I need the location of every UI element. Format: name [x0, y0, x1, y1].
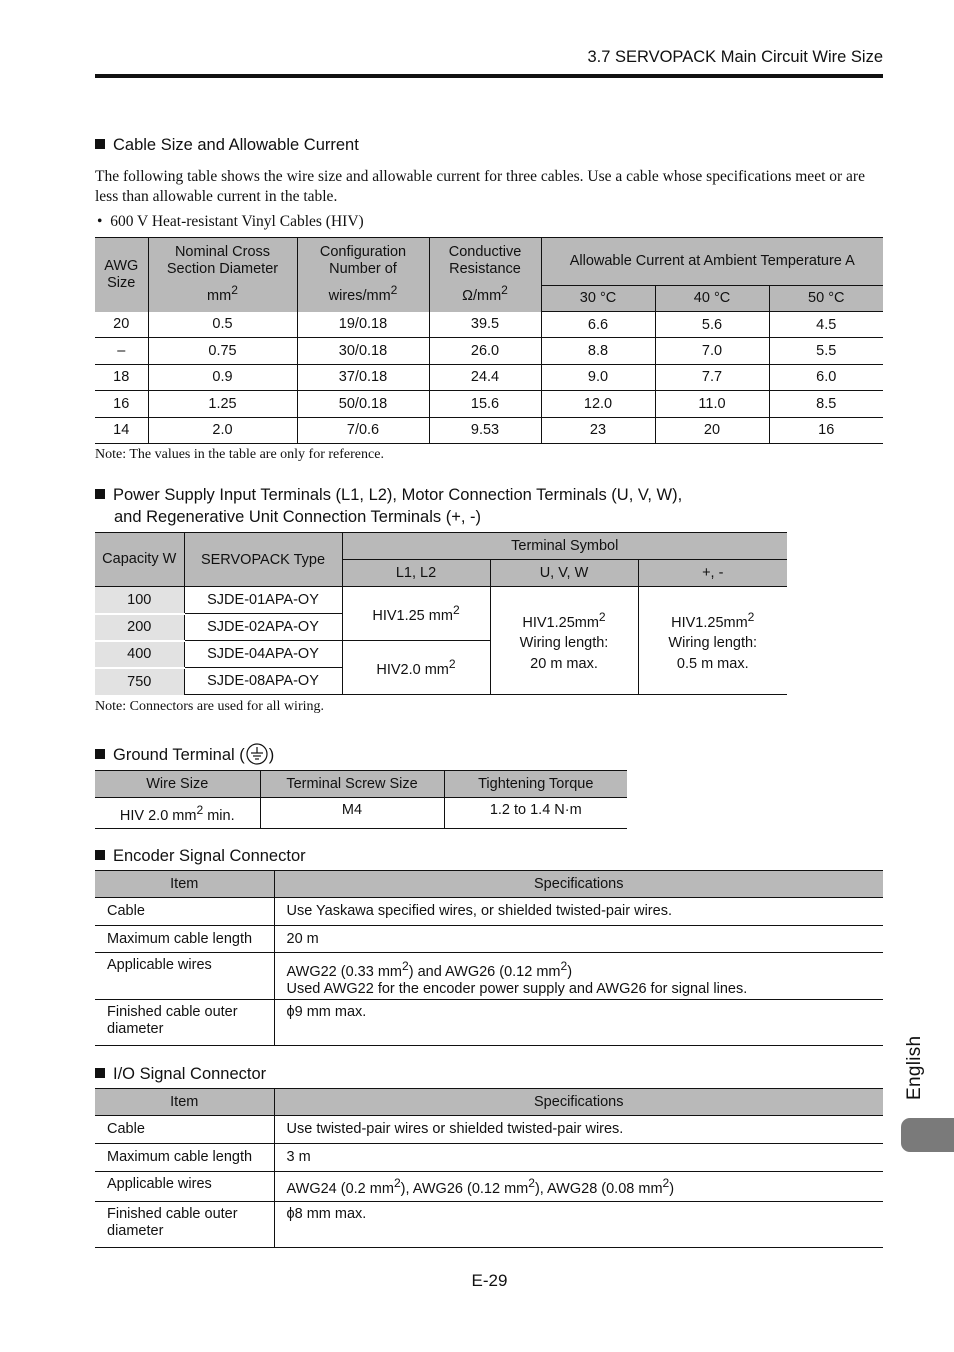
- col-allowable-current: Allowable Current at Ambient Temperature A: [541, 238, 883, 286]
- col-resistance: Conductive Resistance $\Omega/mm^2$: [429, 238, 541, 312]
- l1-l2-large-cell: HIV2.0 $mm^2$: [342, 641, 490, 695]
- col-configuration: Configuration Number of wires/$mm^2$: [297, 238, 429, 312]
- u-v-w-cell: $HIV1.25mm^2$ Wiring length: 20 m max.: [490, 587, 638, 695]
- col-temp-30: 30 °C: [541, 286, 655, 312]
- io-connector-heading: I/O Signal Connector: [95, 1063, 266, 1085]
- col-item: Item: [95, 871, 274, 898]
- language-tab: [901, 1118, 954, 1152]
- square-bullet-icon: [95, 749, 105, 759]
- table-row: 750 SJDE-08APA-OY: [95, 668, 787, 695]
- col-screw-size: Terminal Screw Size: [260, 771, 444, 798]
- terminal-table-note: Note: Connectors are used for all wiring.: [95, 699, 324, 714]
- table-row: Maximum cable length 20 m: [95, 926, 883, 953]
- table-row: 400 SJDE-04APA-OY HIV2.0 $mm^2$: [95, 641, 787, 668]
- table-row: 100 SJDE-01APA-OY HIV1.25 $mm^2$ $HIV1.25mm^2$ Wiring length: 20 m max. $HIV1.25mm^2$ Wiring length: 0.5 m max.: [95, 587, 787, 614]
- square-bullet-icon: [95, 850, 105, 860]
- language-tab-label: English: [904, 1035, 925, 1100]
- running-header: 3.7 SERVOPACK Main Circuit Wire Size: [587, 48, 883, 66]
- ground-symbol-icon: [246, 743, 268, 765]
- col-nominal-diameter: Nominal Cross Section Diameter $mm^2$: [148, 238, 297, 312]
- table-row: Cable Use twisted-pair wires or shielded twisted-pair wires.: [95, 1116, 883, 1144]
- terminal-table: [95, 532, 787, 695]
- table-row: Cable Use Yaskawa specified wires, or shielded twisted-pair wires.: [95, 898, 883, 926]
- io-spec-table: [95, 1088, 883, 1248]
- square-bullet-icon: [95, 1068, 105, 1078]
- col-terminal-symbol: Terminal Symbol: [342, 533, 787, 560]
- col-u-v-w: U, V, W: [490, 560, 638, 587]
- col-temp-40: 40 °C: [655, 286, 769, 312]
- cable-intro-paragraph: The following table shows the wire size and allowable current for three cables. Use a cable whose specifications meet or are less than allowable current in the table.: [95, 168, 865, 205]
- ground-terminal-heading: Ground Terminal ( ): [95, 743, 274, 766]
- table-row: 16 1.25 50/0.18 15.6 12.0 11.0 8.5: [95, 391, 883, 417]
- col-temp-50: 50 °C: [769, 286, 883, 312]
- table-row: Finished cable outer diameter ϕ8 mm max.: [95, 1202, 883, 1248]
- col-awg-size: AWG Size: [95, 238, 148, 312]
- table-row: HIV 2.0 $mm^2$ min. M4 1.2 to 1.4 N·m: [95, 798, 627, 829]
- table-row: 14 2.0 7/0.6 9.53 23 20 16: [95, 417, 883, 443]
- table-row: Applicable wires AWG24 (0.2 $mm^2$), AWG26 (0.12 $mm^2$), AWG28 (0.08 $mm^2$): [95, 1172, 883, 1202]
- header-rule: [95, 74, 883, 78]
- col-wire-size: Wire Size: [95, 771, 260, 798]
- table-row: 18 0.9 37/0.18 24.4 9.0 7.7 6.0: [95, 364, 883, 390]
- power-terminals-heading: Power Supply Input Terminals (L1, L2), Motor Connection Terminals (U, V, W), and Regenerative Unit Connection Terminals (+, -): [95, 484, 682, 528]
- encoder-spec-table: [95, 870, 883, 1046]
- col-l1-l2: L1, L2: [342, 560, 490, 587]
- encoder-connector-heading: Encoder Signal Connector: [95, 845, 306, 867]
- cable-table-note: Note: The values in the table are only for reference.: [95, 447, 384, 462]
- table-row: – 0.75 30/0.18 26.0 8.8 7.0 5.5: [95, 338, 883, 364]
- table-row: Maximum cable length 3 m: [95, 1144, 883, 1172]
- table-row: 200 SJDE-02APA-OY: [95, 614, 787, 641]
- col-specifications: Specifications: [274, 871, 883, 898]
- table-row: Finished cable outer diameter ϕ9 mm max.: [95, 1000, 883, 1046]
- ground-table: [95, 770, 627, 829]
- col-plus-minus: +, -: [638, 560, 787, 587]
- square-bullet-icon: [95, 139, 105, 149]
- square-bullet-icon: [95, 489, 105, 499]
- cable-size-table: [95, 237, 883, 444]
- col-specifications: Specifications: [274, 1089, 883, 1116]
- col-capacity: Capacity W: [95, 533, 184, 587]
- table-row: 20 0.5 19/0.18 39.5 6.6 5.6 4.5: [95, 312, 883, 338]
- l1-l2-small-cell: HIV1.25 $mm^2$: [342, 587, 490, 641]
- page-number: E-29: [471, 1271, 508, 1290]
- hiv-bullet: • 600 V Heat-resistant Vinyl Cables (HIV): [97, 213, 364, 230]
- col-servopack-type: SERVOPACK Type: [184, 533, 342, 587]
- cable-size-heading: Cable Size and Allowable Current: [95, 134, 359, 156]
- plus-minus-cell: $HIV1.25mm^2$ Wiring length: 0.5 m max.: [638, 587, 787, 695]
- table-row: Applicable wires AWG22 (0.33 $mm^2$) and AWG26 (0.12 $mm^2$) Used AWG22 for the encoder power supply and AWG26 for signal lines.: [95, 953, 883, 1000]
- col-torque: Tightening Torque: [444, 771, 627, 798]
- col-item: Item: [95, 1089, 274, 1116]
